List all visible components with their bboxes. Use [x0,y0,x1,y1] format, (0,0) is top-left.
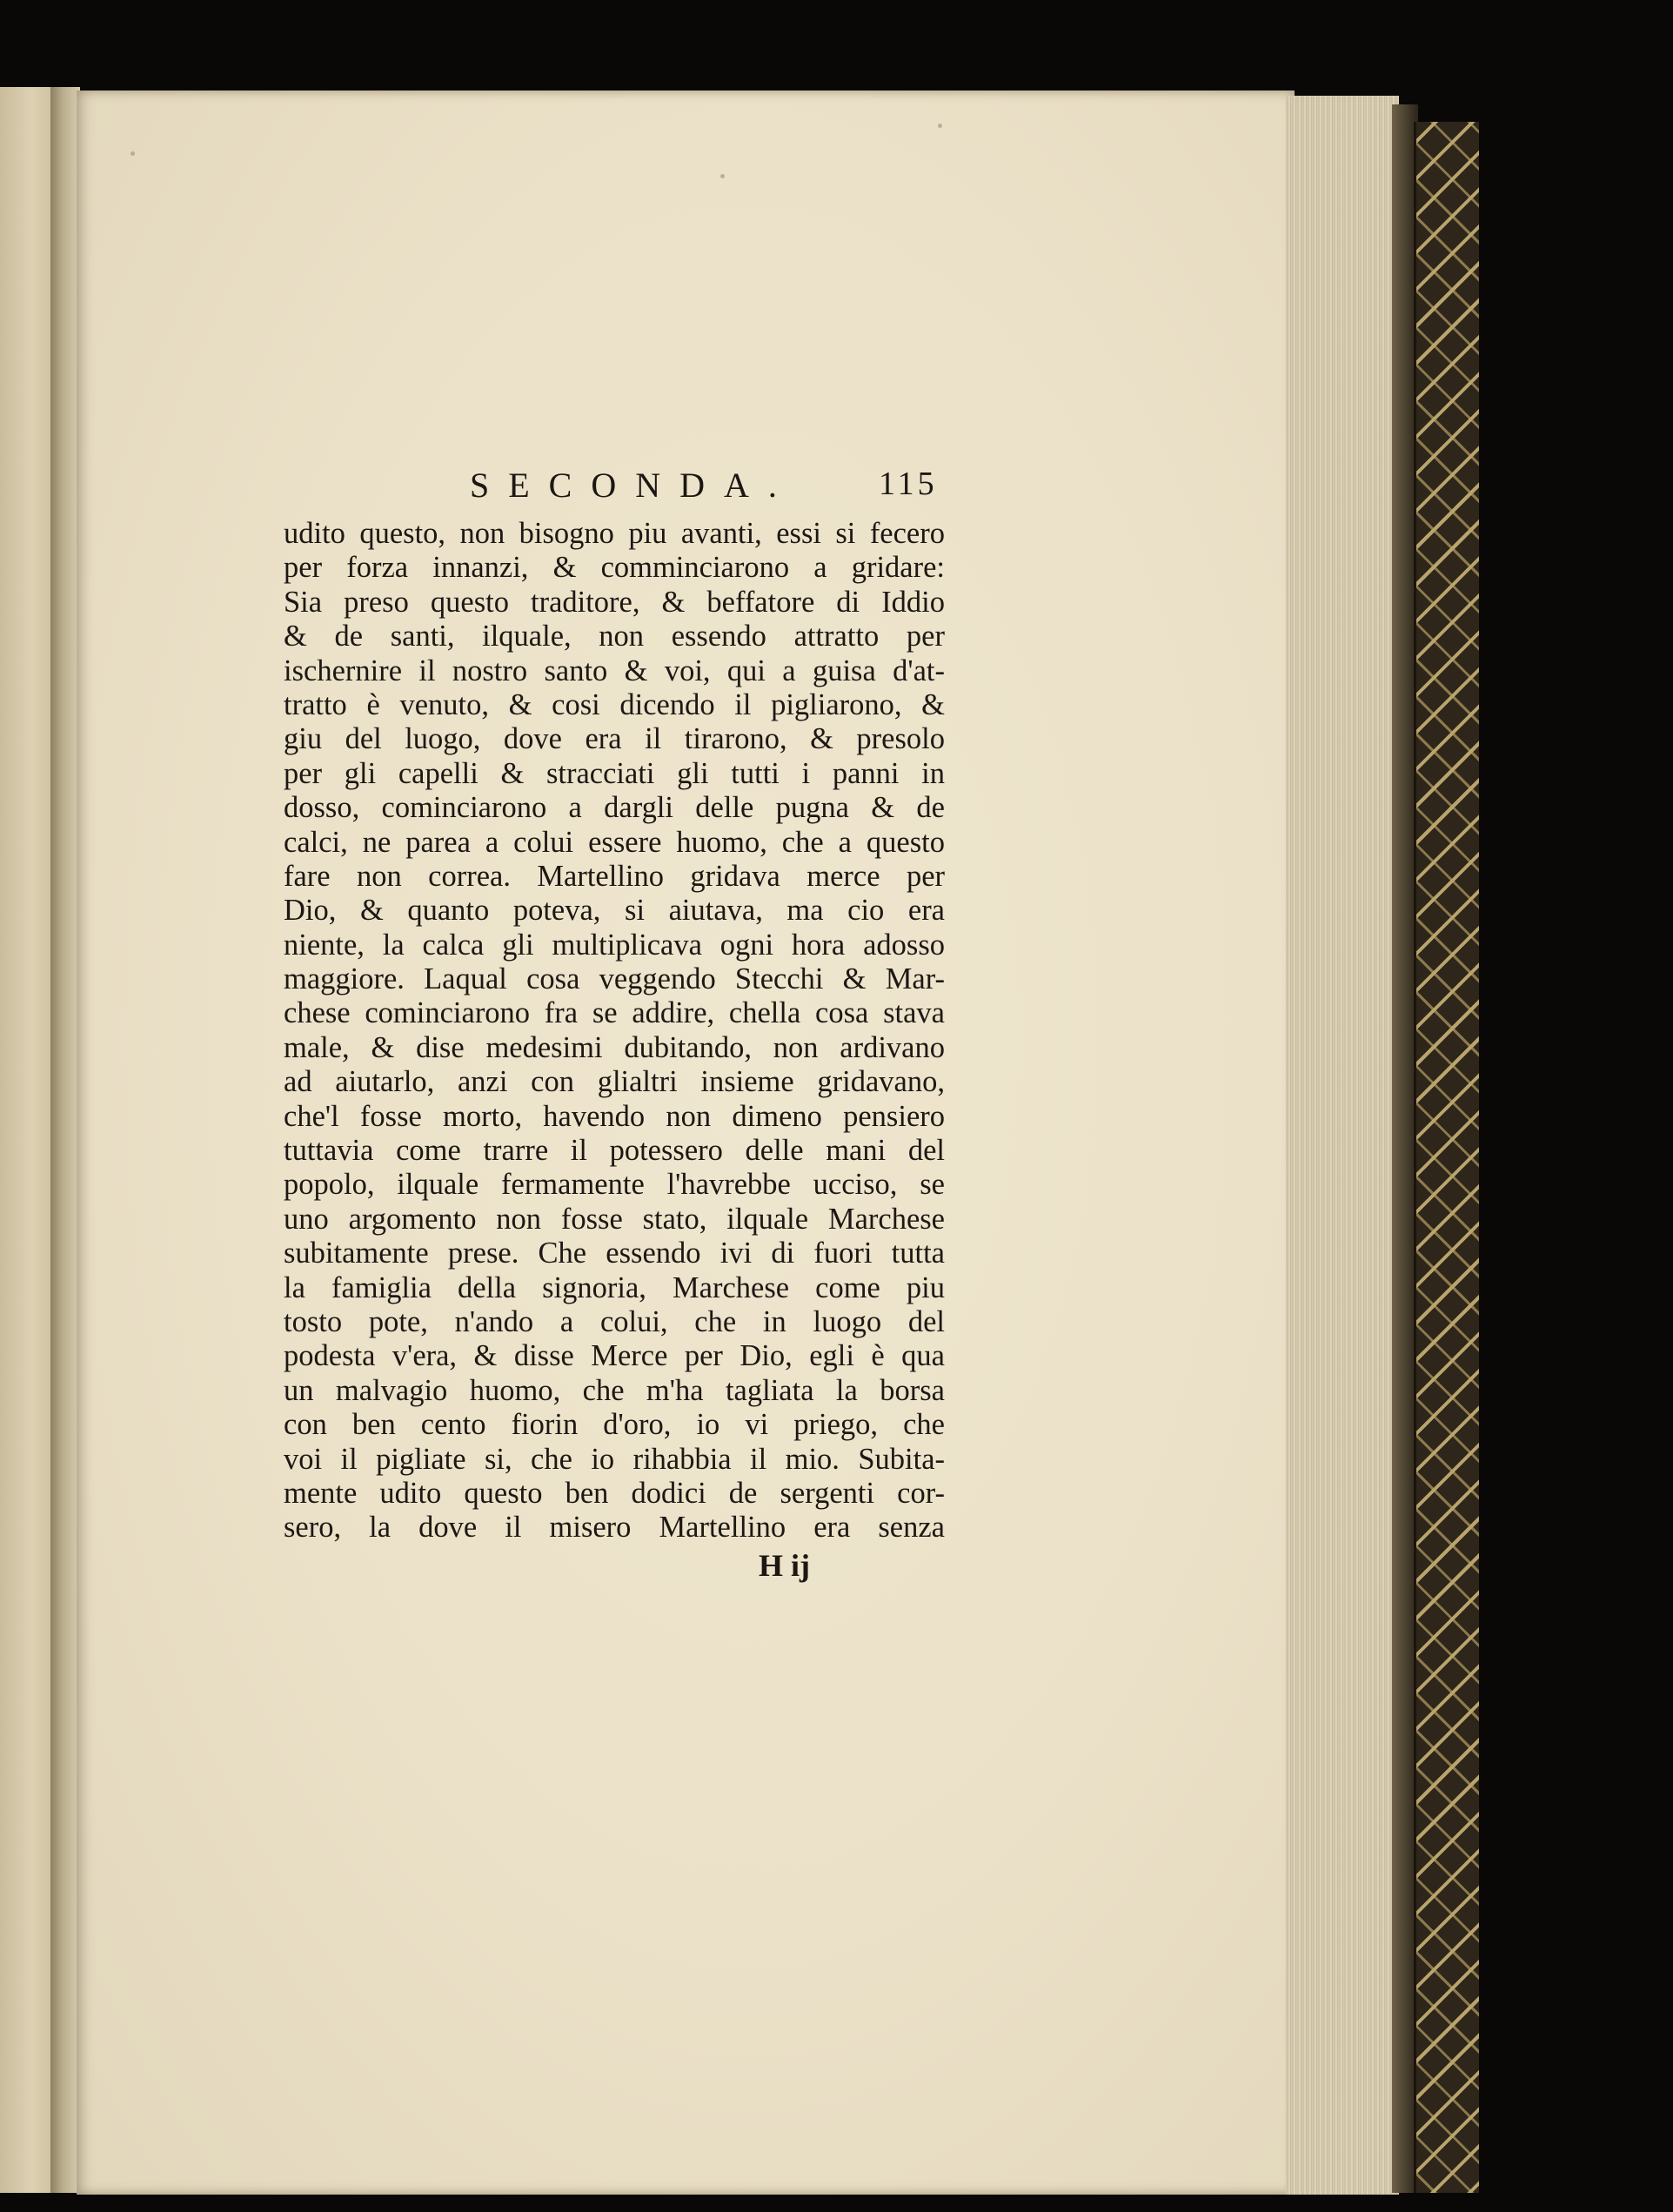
running-head [284,461,945,517]
paper-speck [938,124,942,128]
text-line: la famiglia della signoria, Marchese come piu [284,1270,945,1304]
page-block-edges [1286,96,1399,2195]
text-line: giu del luogo, dove era il tirarono, & presolo [284,722,945,756]
text-line: calci, ne parea a colui essere huomo, che a questo [284,825,945,859]
text-line: male, & dise medesimi dubitando, non ardivano [284,1030,945,1064]
text-line: chese cominciarono fra se addire, chella cosa stava [284,996,945,1030]
text-line: uno argomento non fosse stato, ilquale Marchese [284,1202,945,1236]
text-line: ad aiutarlo, anzi con glialtri insieme gridavano, [284,1065,945,1099]
text-block [284,461,945,1587]
text-line: che'l fosse morto, havendo non dimeno pensiero [284,1099,945,1133]
text-line: fare non correa. Martellino gridava merce per [284,859,945,893]
signature-line [284,1545,945,1587]
page-number: 115 [879,466,938,502]
text-line: ischernire il nostro santo & voi, qui a guisa d'at- [284,654,945,687]
text-line: voi il pigliate si, che io rihabbia il mio. Subita- [284,1442,945,1476]
body-text [284,517,945,1545]
text-line: & de santi, ilquale, non essendo attratto per [284,620,945,654]
paper-speck [720,174,725,178]
running-head-title: SECONDA. [470,466,796,505]
text-line: tuttavia come trarre il potessero delle mani del [284,1134,945,1168]
text-line: per gli capelli & stracciati gli tutti i panni in [284,756,945,790]
paper-speck [130,151,135,156]
signature-mark: H ij [759,1547,810,1583]
text-line: un malvagio huomo, che m'ha tagliata la borsa [284,1373,945,1407]
text-line: udito questo, non bisogno piu avanti, essi si fecero [284,517,945,550]
text-line: Sia preso questo traditore, & beffatore di Iddio [284,585,945,619]
text-line: Dio, & quanto poteva, si aiutava, ma cio era [284,894,945,928]
text-line: maggiore. Laqual cosa veggendo Stecchi & Mar- [284,962,945,996]
text-line: subitamente prese. Che essendo ivi di fuori tutta [284,1237,945,1270]
text-line: sero, la dove il misero Martellino era senza [284,1511,945,1545]
text-line: con ben cento fiorin d'oro, io vi priego, che [284,1408,945,1442]
text-line: tosto pote, n'ando a colui, che in luogo del [284,1304,945,1338]
text-line: dosso, cominciarono a dargli delle pugna & de [284,791,945,825]
text-line: mente udito questo ben dodici de sergenti cor- [284,1476,945,1510]
decorated-spine [1414,122,1482,2193]
text-line: tratto è venuto, & cosi dicendo il pigliarono, & [284,687,945,721]
background [1479,122,1673,2212]
previous-page-edge [0,87,54,2193]
text-line: niente, la calca gli multiplicava ogni hora adosso [284,928,945,962]
text-line: popolo, ilquale fermamente l'havrebbe ucciso, se [284,1168,945,1202]
book-gutter [50,87,80,2193]
text-line: podesta v'era, & disse Merce per Dio, egli è qua [284,1339,945,1373]
text-line: per forza innanzi, & comminciarono a gridare: [284,551,945,585]
